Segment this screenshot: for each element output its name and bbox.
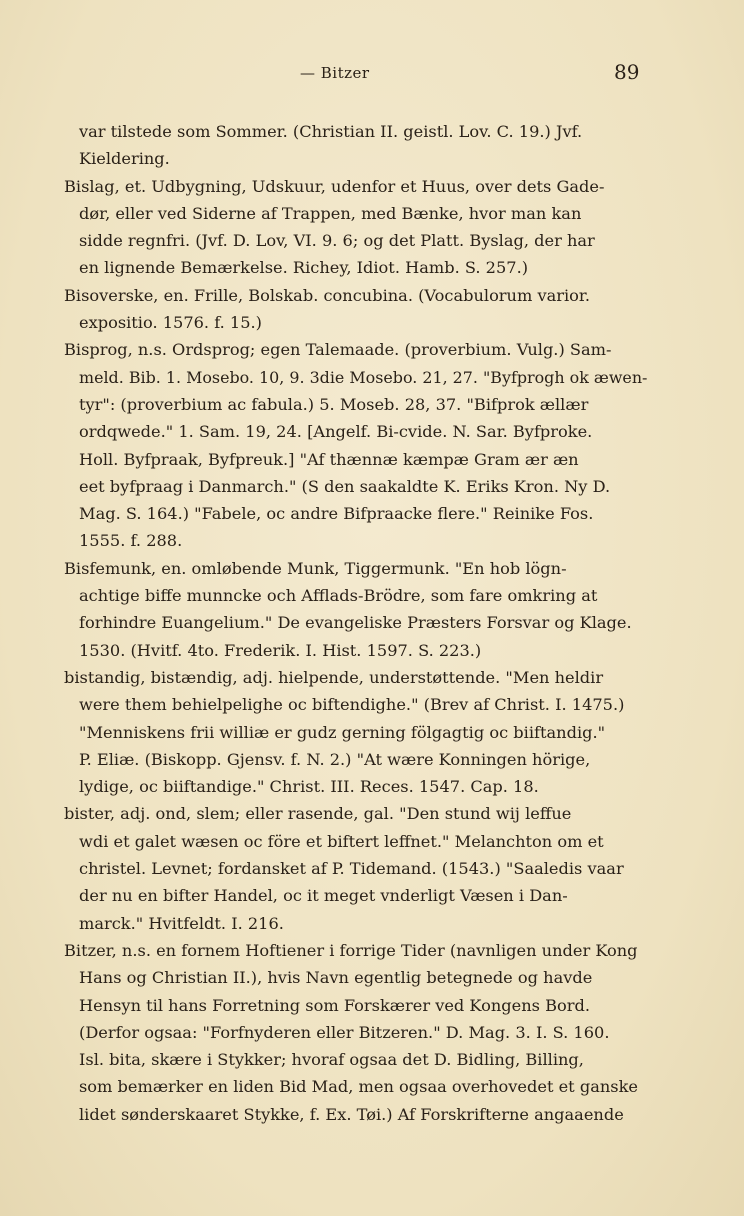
text-line: 1530. (Hvitf. 4to. Frederik. I. Hist. 1597. S. 223.) xyxy=(79,640,482,660)
text-line: Bislag, et. Udbygning, Udskuur, udenfor et Huus, over dets Gade- xyxy=(64,176,605,196)
text-line: som bemærker en liden Bid Mad, men ogsaa overhovedet et ganske xyxy=(79,1077,638,1097)
text-line: Bitzer, n.s. en fornem Hoftiener i forrige Tider (navnligen under Kong xyxy=(64,940,638,960)
text-line: Kieldering. xyxy=(79,149,170,169)
text-line: der nu en bifter Handel, oc it meget vnderligt Væsen i Dan- xyxy=(79,886,568,906)
text-line: lydige, oc biiftandige." Christ. III. Reces. 1547. Cap. 18. xyxy=(79,777,539,797)
text-line: en lignende Bemærkelse. Richey, Idiot. Hamb. S. 257.) xyxy=(79,258,529,278)
text-line: bistandig, bistændig, adj. hielpende, understøttende. "Men heldir xyxy=(64,667,604,687)
text-line: Bisfemunk, en. omløbende Munk, Tiggermunk. "En hob lögn- xyxy=(64,558,567,578)
text-line: P. Eliæ. (Biskopp. Gjensv. f. N. 2.) "At wære Konningen hörige, xyxy=(79,749,591,769)
text-line: var tilstede som Sommer. (Christian II. geistl. Lov. C. 19.) Jvf. xyxy=(79,122,583,141)
text-line: meld. Bib. 1. Mosebo. 10, 9. 3die Mosebo. 21, 27. "Byfprogh ok æwen- xyxy=(79,367,648,387)
text-line: expositio. 1576. f. 15.) xyxy=(79,313,262,333)
text-line: eet byfpraag i Danmarch." (S den saakaldte K. Eriks Kron. Ny D. xyxy=(79,476,611,496)
text-line: achtige biffe munncke och Afflads-Brödre, som fare omkring at xyxy=(79,586,598,606)
text-line: ordqwede." 1. Sam. 19, 24. [Angelf. Bi-cvide. N. Sar. Byfproke. xyxy=(79,422,593,442)
page-header xyxy=(0,58,744,88)
text-line: Holl. Byfpraak, Byfpreuk.] "Af thænnæ kæmpæ Gram ær æn xyxy=(79,449,579,469)
text-line: forhindre Euangelium." De evangeliske Præsters Forsvar og Klage. xyxy=(79,613,632,633)
text-line: Bisoverske, en. Frille, Bolskab. concubina. (Vocabulorum varior. xyxy=(64,285,591,305)
text-line: Hensyn til hans Forretning som Forskærer ved Kongens Bord. xyxy=(79,995,590,1015)
text-line: marck." Hvitfeldt. I. 216. xyxy=(79,913,284,933)
text-line: sidde regnfri. (Jvf. D. Lov, VI. 9. 6; og det Platt. Byslag, der har xyxy=(79,231,595,251)
text-line: Bisprog, n.s. Ordsprog; egen Talemaade. (proverbium. Vulg.) Sam- xyxy=(64,340,612,360)
text-line: christel. Levnet; fordansket af P. Tidemand. (1543.) "Saaledis vaar xyxy=(79,859,624,879)
page-number: 89 xyxy=(614,60,640,84)
text-line: were them behielpelighe oc biftendighe." (Brev af Christ. I. 1475.) xyxy=(79,695,625,715)
text-line: Hans og Christian II.), hvis Navn egentlig betegnede og havde xyxy=(79,968,593,988)
text-line: 1555. f. 288. xyxy=(79,531,183,551)
text-line: bister, adj. ond, slem; eller rasende, gal. "Den stund wij leffue xyxy=(64,804,572,824)
text-line: Mag. S. 164.) "Fabele, oc andre Bifpraacke flere." Reinike Fos. xyxy=(79,504,594,524)
text-body xyxy=(64,118,654,1128)
text-line: Isl. bita, skære i Stykker; hvoraf ogsaa det D. Bidling, Billing, xyxy=(79,1050,584,1070)
text-line: lidet sønderskaaret Stykke, f. Ex. Tøi.) Af Forskrifterne angaaende xyxy=(79,1104,624,1124)
text-line: (Derfor ogsaa: "Forfnyderen eller Bitzeren." D. Mag. 3. I. S. 160. xyxy=(79,1022,610,1042)
text-line: wdi et galet wæsen oc före et biftert leffnet." Melanchton om et xyxy=(79,831,604,851)
text-line: dør, eller ved Siderne af Trappen, med Bænke, hvor man kan xyxy=(79,203,582,223)
running-title: — Bitzer xyxy=(300,64,370,82)
text-line: tyr": (proverbium ac fabula.) 5. Moseb. 28, 37. "Bifprok ællær xyxy=(79,394,589,414)
text-line: "Menniskens frii williæ er gudz gerning fölgagtig oc biiftandig." xyxy=(79,722,606,742)
